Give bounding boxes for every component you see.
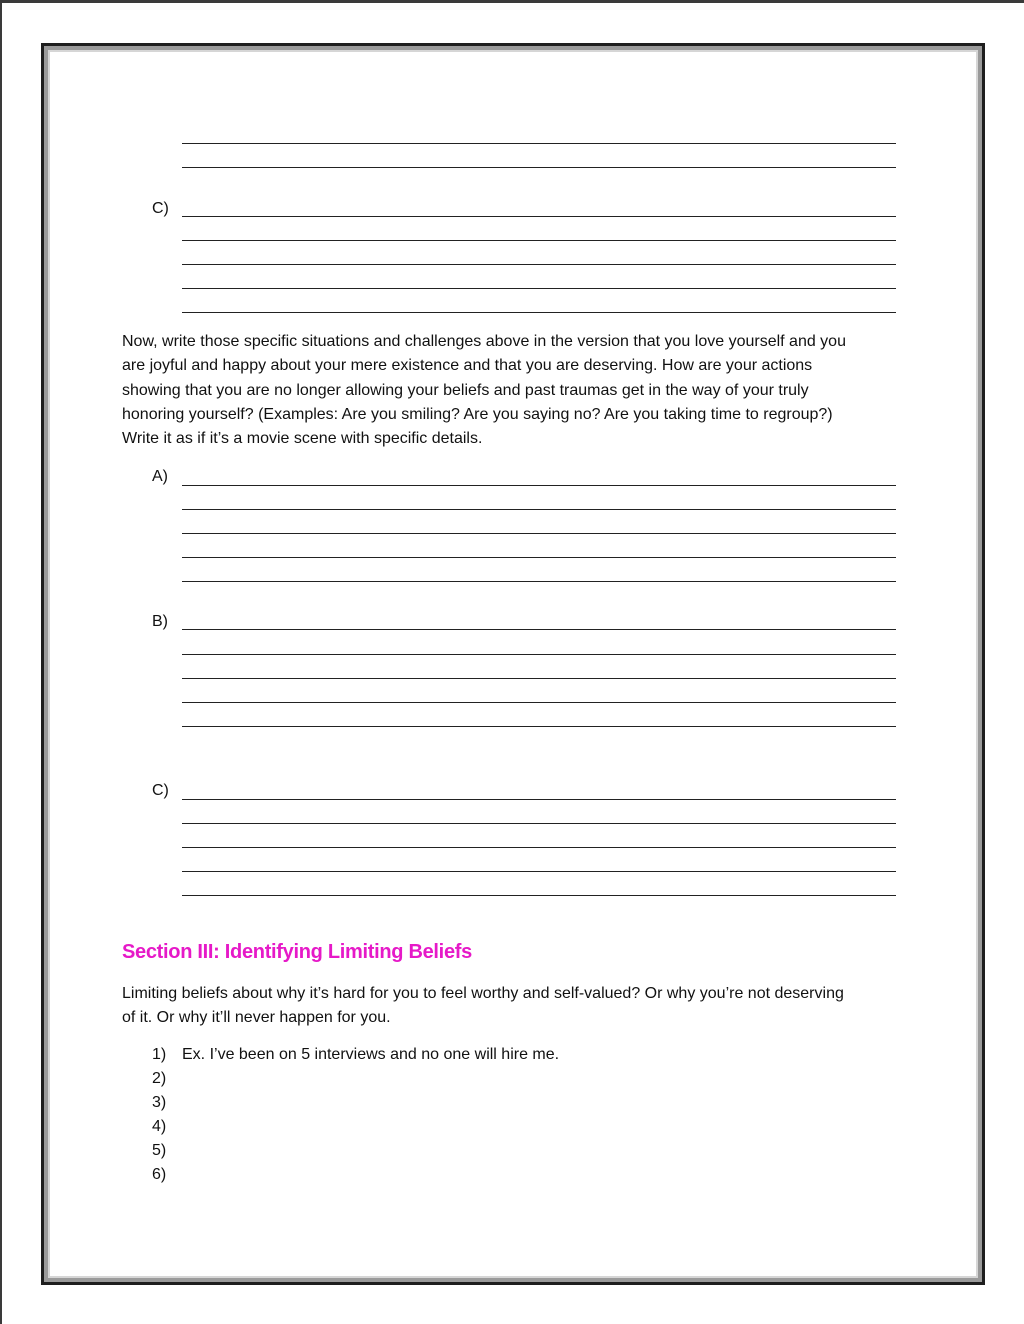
answer-line[interactable] — [182, 895, 896, 896]
instruction-line: showing that you are no longer allowing your beliefs and past traumas get in the way of your truly — [122, 381, 809, 399]
answer-line[interactable] — [182, 509, 896, 510]
answer-line[interactable] — [182, 726, 896, 727]
answer-line[interactable] — [182, 264, 896, 265]
answer-line[interactable] — [182, 557, 896, 558]
instruction-line: Now, write those specific situations and challenges above in the version that you love yourself and you — [122, 333, 846, 350]
answer-line[interactable] — [182, 823, 896, 824]
answer-line[interactable] — [182, 533, 896, 534]
answer-line[interactable] — [182, 581, 896, 582]
answer-c-label: C) — [152, 782, 169, 799]
instruction-paragraph — [122, 330, 902, 451]
intro-line: of it. Or why it’ll never happen for you. — [122, 1009, 391, 1027]
list-number: 3) — [152, 1094, 167, 1111]
answer-line[interactable] — [182, 167, 896, 168]
instruction-line: Write it as if it’s a movie scene with specific details. — [122, 430, 483, 448]
instruction-line: honoring yourself? (Examples: Are you smiling? Are you saying no? Are you taking time to regroup?) — [122, 405, 833, 423]
section-intro — [122, 982, 902, 1031]
prev-item-c-label: C) — [152, 200, 169, 217]
list-number: 5) — [152, 1142, 167, 1159]
answer-line[interactable] — [182, 678, 896, 679]
answer-line[interactable] — [182, 240, 896, 241]
instruction-line: are joyful and happy about your mere existence and that you are deserving. How are your actions — [122, 357, 813, 375]
list-number: 1) — [152, 1046, 167, 1063]
answer-line[interactable] — [182, 847, 896, 848]
answer-line[interactable] — [182, 871, 896, 872]
list-item-text[interactable]: Ex. I’ve been on 5 interviews and no one will hire me. — [182, 1046, 560, 1063]
section-heading: Section III: Identifying Limiting Beliefs — [122, 941, 472, 963]
list-number: 4) — [152, 1118, 167, 1135]
answer-line[interactable] — [182, 288, 896, 289]
answer-a-label: A) — [152, 468, 168, 485]
intro-line: Limiting beliefs about why it’s hard for you to feel worthy and self-valued? Or why you’re not deserving — [122, 985, 844, 1002]
answer-line[interactable] — [182, 485, 896, 486]
list-number: 6) — [152, 1166, 167, 1183]
answer-line[interactable] — [182, 216, 896, 217]
answer-line[interactable] — [182, 799, 896, 800]
answer-line[interactable] — [182, 629, 896, 630]
answer-b-label: B) — [152, 613, 168, 630]
answer-line[interactable] — [182, 143, 896, 144]
answer-line[interactable] — [182, 312, 896, 313]
answer-line[interactable] — [182, 702, 896, 703]
list-number: 2) — [152, 1070, 167, 1087]
answer-line[interactable] — [182, 654, 896, 655]
